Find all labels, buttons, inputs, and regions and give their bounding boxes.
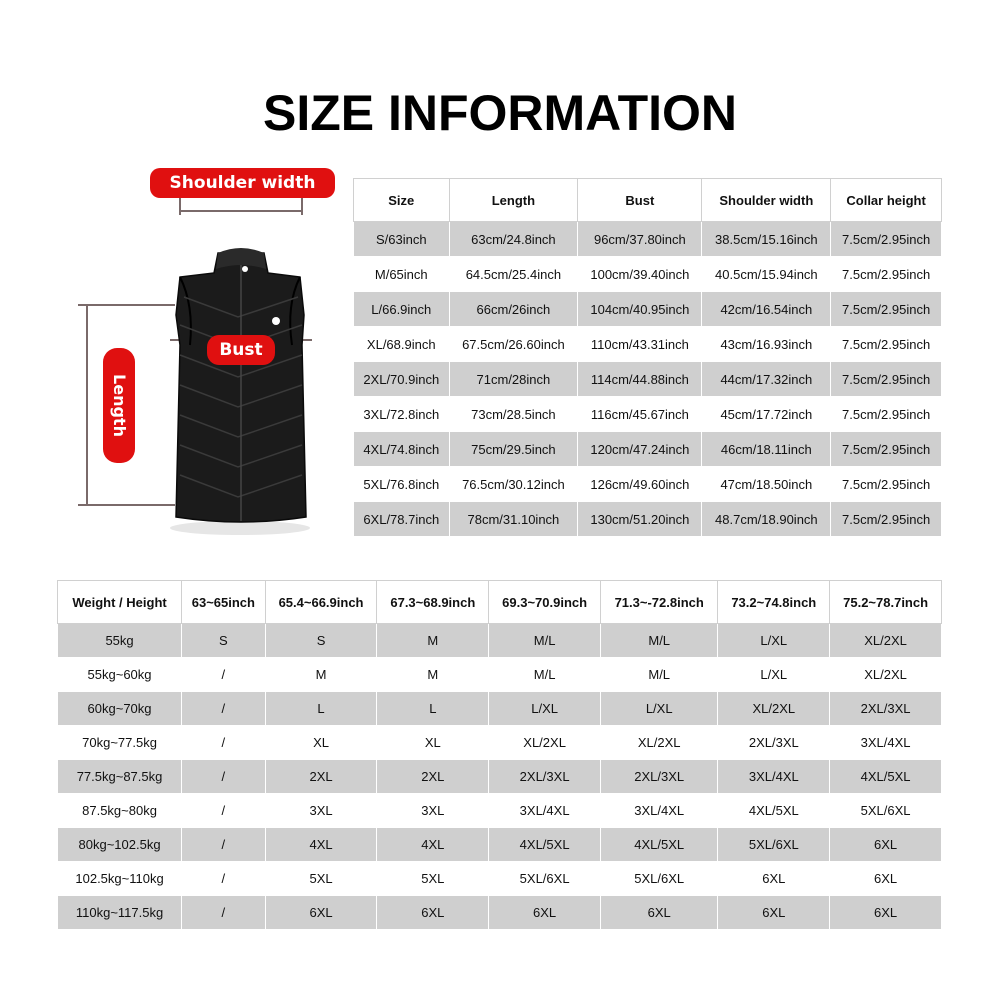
size-table-cell: 116cm/45.67inch — [578, 397, 702, 432]
table-row — [58, 658, 942, 692]
size-table-cell: 40.5cm/15.94inch — [702, 257, 831, 292]
fit-table-cell: 2XL — [377, 760, 489, 794]
size-chart-table — [353, 178, 942, 537]
size-table-cell: 42cm/16.54inch — [702, 292, 831, 327]
shoulder-width-label: Shoulder width — [150, 168, 335, 198]
size-table-cell: 78cm/31.10inch — [449, 502, 578, 537]
table-row — [58, 896, 942, 930]
size-table-cell: 7.5cm/2.95inch — [831, 327, 942, 362]
size-table-cell: 7.5cm/2.95inch — [831, 397, 942, 432]
size-table-cell: 6XL/78.7inch — [354, 502, 450, 537]
fit-table-cell: M — [377, 658, 489, 692]
fit-table-header-row — [58, 581, 942, 624]
fit-table-cell: 5XL — [377, 862, 489, 896]
fit-table-cell: 6XL — [377, 896, 489, 930]
table-row — [58, 862, 942, 896]
table-row — [354, 222, 942, 257]
size-table-cell: 38.5cm/15.16inch — [702, 222, 831, 257]
size-table-cell: 44cm/17.32inch — [702, 362, 831, 397]
size-table-cell: 120cm/47.24inch — [578, 432, 702, 467]
size-table-cell: 7.5cm/2.95inch — [831, 467, 942, 502]
fit-table-cell: 110kg~117.5kg — [58, 896, 182, 930]
fit-table-cell: / — [182, 794, 266, 828]
fit-table-cell: XL — [265, 726, 377, 760]
size-table-cell: 3XL/72.8inch — [354, 397, 450, 432]
fit-table-cell: 6XL — [489, 896, 601, 930]
fit-table-cell: XL — [377, 726, 489, 760]
fit-table-cell: 6XL — [601, 896, 718, 930]
size-table-column-header: Bust — [578, 179, 702, 222]
size-table-cell: 5XL/76.8inch — [354, 467, 450, 502]
size-table-cell: 100cm/39.40inch — [578, 257, 702, 292]
fit-table-cell: 77.5kg~87.5kg — [58, 760, 182, 794]
size-table-cell: 43cm/16.93inch — [702, 327, 831, 362]
fit-table-cell: L/XL — [718, 658, 830, 692]
table-row — [354, 502, 942, 537]
table-row — [58, 760, 942, 794]
size-table-cell: 7.5cm/2.95inch — [831, 362, 942, 397]
table-row — [354, 432, 942, 467]
table-row — [58, 726, 942, 760]
size-table-cell: 110cm/43.31inch — [578, 327, 702, 362]
fit-table-cell: M/L — [489, 624, 601, 658]
size-table-column-header: Length — [449, 179, 578, 222]
size-table-column-header: Collar height — [831, 179, 942, 222]
table-row — [58, 624, 942, 658]
fit-table-column-header: 71.3~-72.8inch — [601, 581, 718, 624]
fit-table-cell: / — [182, 692, 266, 726]
fit-table-cell: 2XL/3XL — [601, 760, 718, 794]
fit-table-cell: XL/2XL — [830, 658, 942, 692]
size-table-cell: 130cm/51.20inch — [578, 502, 702, 537]
size-table-header-row — [354, 179, 942, 222]
fit-table-cell: 6XL — [830, 896, 942, 930]
fit-table-cell: 6XL — [718, 896, 830, 930]
table-row — [354, 257, 942, 292]
fit-table-cell: 55kg — [58, 624, 182, 658]
page-title: SIZE INFORMATION — [262, 85, 738, 141]
fit-table-cell: L/XL — [489, 692, 601, 726]
fit-table-cell: 102.5kg~110kg — [58, 862, 182, 896]
fit-table-cell: XL/2XL — [601, 726, 718, 760]
fit-table-cell: M/L — [601, 624, 718, 658]
table-row — [58, 794, 942, 828]
fit-table-column-header: 67.3~68.9inch — [377, 581, 489, 624]
fit-table-cell: 4XL/5XL — [718, 794, 830, 828]
size-table-cell: 66cm/26inch — [449, 292, 578, 327]
fit-table-cell: XL/2XL — [489, 726, 601, 760]
fit-table-cell: L — [265, 692, 377, 726]
table-row — [354, 362, 942, 397]
size-table-cell: 4XL/74.8inch — [354, 432, 450, 467]
fit-table-cell: 5XL/6XL — [601, 862, 718, 896]
size-table-cell: M/65inch — [354, 257, 450, 292]
fit-table-cell: 3XL/4XL — [601, 794, 718, 828]
fit-table-column-header: 69.3~70.9inch — [489, 581, 601, 624]
fit-table-cell: 3XL — [377, 794, 489, 828]
size-table-cell: 7.5cm/2.95inch — [831, 502, 942, 537]
fit-table-cell: 3XL/4XL — [489, 794, 601, 828]
table-row — [354, 397, 942, 432]
fit-table-cell: 4XL/5XL — [830, 760, 942, 794]
fit-table-cell: M/L — [489, 658, 601, 692]
fit-table-cell: / — [182, 726, 266, 760]
fit-table-cell: 4XL/5XL — [489, 828, 601, 862]
fit-table-column-header: 65.4~66.9inch — [265, 581, 377, 624]
size-table-cell: 75cm/29.5inch — [449, 432, 578, 467]
size-table-cell: 48.7cm/18.90inch — [702, 502, 831, 537]
fit-table-cell: 5XL/6XL — [489, 862, 601, 896]
fit-table-cell: 6XL — [830, 862, 942, 896]
size-table-cell: 47cm/18.50inch — [702, 467, 831, 502]
fit-table-cell: XL/2XL — [718, 692, 830, 726]
fit-table-cell: 6XL — [265, 896, 377, 930]
fit-table-cell: 3XL/4XL — [718, 760, 830, 794]
table-row — [354, 467, 942, 502]
fit-table-cell: L — [377, 692, 489, 726]
fit-table-cell: 6XL — [718, 862, 830, 896]
size-table-cell: 46cm/18.11inch — [702, 432, 831, 467]
table-row — [354, 292, 942, 327]
size-table-cell: 7.5cm/2.95inch — [831, 432, 942, 467]
size-table-cell: 7.5cm/2.95inch — [831, 292, 942, 327]
size-table-cell: 67.5cm/26.60inch — [449, 327, 578, 362]
fit-table-cell: 3XL/4XL — [830, 726, 942, 760]
fit-table-cell: / — [182, 862, 266, 896]
fit-table-cell: 80kg~102.5kg — [58, 828, 182, 862]
size-table-cell: 45cm/17.72inch — [702, 397, 831, 432]
fit-table-cell: / — [182, 828, 266, 862]
fit-table-column-header: Weight / Height — [58, 581, 182, 624]
fit-table-cell: 5XL — [265, 862, 377, 896]
table-row — [58, 692, 942, 726]
size-table-cell: 71cm/28inch — [449, 362, 578, 397]
fit-table-cell: 2XL/3XL — [489, 760, 601, 794]
size-table-cell: L/66.9inch — [354, 292, 450, 327]
bust-label: Bust — [207, 335, 275, 365]
size-table-cell: 7.5cm/2.95inch — [831, 222, 942, 257]
weight-height-fit-table — [57, 580, 942, 930]
fit-table-cell: 2XL/3XL — [830, 692, 942, 726]
size-table-cell: 96cm/37.80inch — [578, 222, 702, 257]
fit-table-cell: / — [182, 896, 266, 930]
size-table-column-header: Size — [354, 179, 450, 222]
size-table-cell: 7.5cm/2.95inch — [831, 257, 942, 292]
fit-table-cell: 2XL — [265, 760, 377, 794]
fit-table-cell: 87.5kg~80kg — [58, 794, 182, 828]
size-table-cell: 76.5cm/30.12inch — [449, 467, 578, 502]
fit-table-cell: M — [377, 624, 489, 658]
fit-table-cell: 3XL — [265, 794, 377, 828]
size-table-column-header: Shoulder width — [702, 179, 831, 222]
fit-table-cell: L/XL — [718, 624, 830, 658]
size-table-cell: 114cm/44.88inch — [578, 362, 702, 397]
fit-table-cell: M — [265, 658, 377, 692]
fit-table-cell: 6XL — [830, 828, 942, 862]
fit-table-cell: / — [182, 760, 266, 794]
fit-table-cell: M/L — [601, 658, 718, 692]
fit-table-column-header: 73.2~74.8inch — [718, 581, 830, 624]
fit-table-cell: L/XL — [601, 692, 718, 726]
length-label-pill — [103, 348, 135, 463]
fit-table-column-header: 63~65inch — [182, 581, 266, 624]
size-table-cell: 73cm/28.5inch — [449, 397, 578, 432]
fit-table-cell: S — [265, 624, 377, 658]
size-table-cell: XL/68.9inch — [354, 327, 450, 362]
table-row — [58, 828, 942, 862]
fit-table-cell: 70kg~77.5kg — [58, 726, 182, 760]
fit-table-cell: XL/2XL — [830, 624, 942, 658]
size-table-cell: 2XL/70.9inch — [354, 362, 450, 397]
fit-table-cell: / — [182, 658, 266, 692]
fit-table-cell: 60kg~70kg — [58, 692, 182, 726]
fit-table-column-header: 75.2~78.7inch — [830, 581, 942, 624]
fit-table-cell: S — [182, 624, 266, 658]
size-table-cell: 104cm/40.95inch — [578, 292, 702, 327]
fit-table-cell: 4XL — [265, 828, 377, 862]
fit-table-cell: 4XL/5XL — [601, 828, 718, 862]
fit-table-cell: 55kg~60kg — [58, 658, 182, 692]
fit-table-cell: 4XL — [377, 828, 489, 862]
table-row — [354, 327, 942, 362]
vest-measurement-figure — [70, 165, 350, 555]
size-table-cell: S/63inch — [354, 222, 450, 257]
fit-table-cell: 5XL/6XL — [830, 794, 942, 828]
size-table-cell: 63cm/24.8inch — [449, 222, 578, 257]
length-label: Length — [109, 374, 129, 437]
fit-table-cell: 5XL/6XL — [718, 828, 830, 862]
fit-table-cell: 2XL/3XL — [718, 726, 830, 760]
size-table-cell: 64.5cm/25.4inch — [449, 257, 578, 292]
size-table-cell: 126cm/49.60inch — [578, 467, 702, 502]
